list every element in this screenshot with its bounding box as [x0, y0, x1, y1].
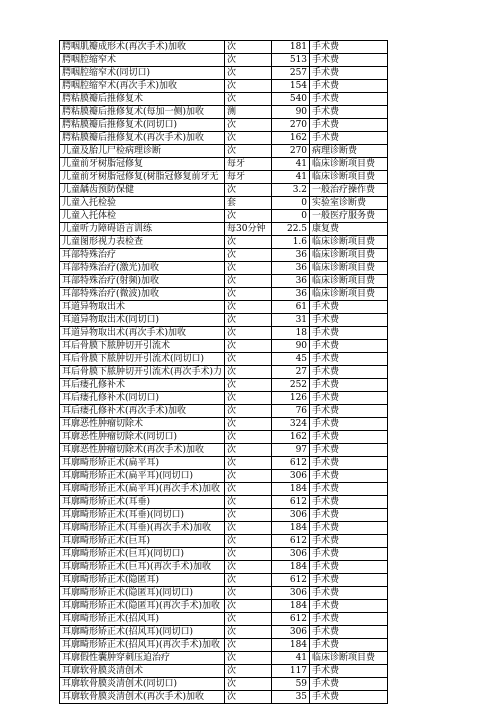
- table-row: [60, 223, 388, 236]
- unit-cell: 次: [225, 626, 272, 639]
- category-cell: 手术费: [310, 132, 388, 145]
- table-row: [60, 275, 388, 288]
- table-row: [60, 67, 388, 80]
- category-cell: 手术费: [310, 444, 388, 457]
- table-row: [60, 613, 388, 626]
- category-cell: 手术费: [310, 93, 388, 106]
- unit-cell: 次: [225, 249, 272, 262]
- item-name-cell: 耳道异物取出术: [60, 301, 225, 314]
- item-name-cell: 腭粘膜瓣后推修复术: [60, 93, 225, 106]
- price-cell: 162: [272, 132, 310, 145]
- category-cell: 手术费: [310, 41, 388, 54]
- item-name-cell: 耳部特殊治疗(激光)加收: [60, 262, 225, 275]
- price-cell: 184: [272, 639, 310, 652]
- unit-cell: 次: [225, 340, 272, 353]
- unit-cell: 次: [225, 483, 272, 496]
- price-cell: 184: [272, 522, 310, 535]
- unit-cell: 次: [225, 41, 272, 54]
- category-cell: 手术费: [310, 418, 388, 431]
- table-row: [60, 301, 388, 314]
- table-row: [60, 691, 388, 704]
- unit-cell: 次: [225, 678, 272, 691]
- price-cell: 36: [272, 249, 310, 262]
- table-row: [60, 171, 388, 184]
- table-row: [60, 639, 388, 652]
- table-row: [60, 340, 388, 353]
- item-name-cell: 耳廓恶性肿瘤切除术: [60, 418, 225, 431]
- item-name-cell: 耳后瘘孔修补术(再次手术)加收: [60, 405, 225, 418]
- unit-cell: 次: [225, 535, 272, 548]
- price-cell: 90: [272, 106, 310, 119]
- category-cell: 手术费: [310, 496, 388, 509]
- price-cell: 306: [272, 626, 310, 639]
- item-name-cell: 耳廓畸形矫正术(耳垂)(再次手术)加收: [60, 522, 225, 535]
- item-name-cell: 耳部特殊治疗: [60, 249, 225, 262]
- price-cell: 257: [272, 67, 310, 80]
- category-cell: 手术费: [310, 392, 388, 405]
- price-cell: 612: [272, 613, 310, 626]
- category-cell: 康复费: [310, 223, 388, 236]
- price-cell: 90: [272, 340, 310, 353]
- table-row: [60, 535, 388, 548]
- item-name-cell: 耳廓畸形矫正术(隐匿耳)(同切口): [60, 587, 225, 600]
- table-row: [60, 626, 388, 639]
- category-cell: 手术费: [310, 54, 388, 67]
- unit-cell: 每牙: [225, 171, 272, 184]
- price-cell: 41: [272, 652, 310, 665]
- category-cell: 手术费: [310, 301, 388, 314]
- category-cell: 实验室诊断费: [310, 197, 388, 210]
- unit-cell: 次: [225, 262, 272, 275]
- unit-cell: 测: [225, 106, 272, 119]
- price-cell: 45: [272, 353, 310, 366]
- unit-cell: 次: [225, 54, 272, 67]
- item-name-cell: 耳廓软骨膜炎清创术(同切口): [60, 678, 225, 691]
- price-cell: 612: [272, 496, 310, 509]
- table-row: [60, 80, 388, 93]
- category-cell: 手术费: [310, 379, 388, 392]
- unit-cell: 次: [225, 457, 272, 470]
- unit-cell: 次: [225, 288, 272, 301]
- table-row: [60, 54, 388, 67]
- table-row: [60, 665, 388, 678]
- item-name-cell: 儿童听力障碍语言训练: [60, 223, 225, 236]
- price-cell: 162: [272, 431, 310, 444]
- price-cell: 59: [272, 678, 310, 691]
- category-cell: 手术费: [310, 639, 388, 652]
- price-cell: 184: [272, 561, 310, 574]
- category-cell: 手术费: [310, 626, 388, 639]
- unit-cell: 次: [225, 561, 272, 574]
- unit-cell: 次: [225, 275, 272, 288]
- unit-cell: 次: [225, 392, 272, 405]
- item-name-cell: 耳廓假性囊肿穿刺压迫治疗: [60, 652, 225, 665]
- item-name-cell: 耳廓软骨膜炎清创术: [60, 665, 225, 678]
- category-cell: 手术费: [310, 587, 388, 600]
- price-cell: 0: [272, 197, 310, 210]
- price-cell: 1.6: [272, 236, 310, 249]
- price-cell: 306: [272, 509, 310, 522]
- table-row: [60, 392, 388, 405]
- item-name-cell: 耳后骨膜下脓肿切开引流术(再次手术)力: [60, 366, 225, 379]
- unit-cell: 次: [225, 665, 272, 678]
- item-name-cell: 耳廓畸形矫正术(耳垂): [60, 496, 225, 509]
- unit-cell: 次: [225, 236, 272, 249]
- item-name-cell: 耳廓畸形矫正术(扁平耳): [60, 457, 225, 470]
- unit-cell: 次: [225, 431, 272, 444]
- unit-cell: 次: [225, 548, 272, 561]
- table-row: [60, 522, 388, 535]
- table-row: [60, 145, 388, 158]
- price-cell: 76: [272, 405, 310, 418]
- price-cell: 36: [272, 275, 310, 288]
- item-name-cell: 耳廓畸形矫正术(招风耳): [60, 613, 225, 626]
- category-cell: 临床诊断项目费: [310, 652, 388, 665]
- category-cell: 手术费: [310, 67, 388, 80]
- price-cell: 117: [272, 665, 310, 678]
- item-name-cell: 儿童龋齿预防保健: [60, 184, 225, 197]
- item-name-cell: 耳后骨膜下脓肿切开引流术(同切口): [60, 353, 225, 366]
- category-cell: 手术费: [310, 535, 388, 548]
- item-name-cell: 耳后瘘孔修补术(同切口): [60, 392, 225, 405]
- category-cell: 手术费: [310, 548, 388, 561]
- table-row: [60, 457, 388, 470]
- unit-cell: 次: [225, 509, 272, 522]
- category-cell: 手术费: [310, 405, 388, 418]
- table-row: [60, 41, 388, 54]
- item-name-cell: 耳廓软骨膜炎清创术(再次手术)加收: [60, 691, 225, 704]
- price-cell: 184: [272, 483, 310, 496]
- table-row: [60, 262, 388, 275]
- price-cell: 306: [272, 587, 310, 600]
- item-name-cell: 腭粘膜瓣后推修复术(同切口): [60, 119, 225, 132]
- category-cell: 一般医疗服务费: [310, 210, 388, 223]
- item-name-cell: 儿童入托检验: [60, 197, 225, 210]
- unit-cell: 次: [225, 80, 272, 93]
- category-cell: 手术费: [310, 600, 388, 613]
- item-name-cell: 耳廓恶性肿瘤切除术(同切口): [60, 431, 225, 444]
- unit-cell: 每牙: [225, 158, 272, 171]
- category-cell: 手术费: [310, 457, 388, 470]
- item-name-cell: 儿童入托体检: [60, 210, 225, 223]
- price-cell: 61: [272, 301, 310, 314]
- unit-cell: 次: [225, 353, 272, 366]
- item-name-cell: 耳廓畸形矫正术(巨耳)(同切口): [60, 548, 225, 561]
- item-name-cell: 腭咽腔缩窄术: [60, 54, 225, 67]
- unit-cell: 次: [225, 691, 272, 704]
- unit-cell: 次: [225, 470, 272, 483]
- price-cell: 36: [272, 262, 310, 275]
- unit-cell: 次: [225, 418, 272, 431]
- table-row: [60, 561, 388, 574]
- category-cell: 临床诊断项目费: [310, 158, 388, 171]
- unit-cell: 次: [225, 613, 272, 626]
- item-name-cell: 耳后瘘孔修补术: [60, 379, 225, 392]
- category-cell: 临床诊断项目费: [310, 171, 388, 184]
- item-name-cell: 耳廓畸形矫正术(招风耳)(同切口): [60, 626, 225, 639]
- unit-cell: 次: [225, 132, 272, 145]
- item-name-cell: 腭咽腔缩窄术(同切口): [60, 67, 225, 80]
- category-cell: 手术费: [310, 80, 388, 93]
- price-cell: 181: [272, 41, 310, 54]
- item-name-cell: 耳道异物取出术(再次手术)加收: [60, 327, 225, 340]
- table-row: [60, 197, 388, 210]
- price-cell: 324: [272, 418, 310, 431]
- unit-cell: 次: [225, 145, 272, 158]
- unit-cell: 次: [225, 600, 272, 613]
- table-row: [60, 405, 388, 418]
- price-cell: 612: [272, 535, 310, 548]
- fee-table: [59, 40, 388, 704]
- unit-cell: 次: [225, 522, 272, 535]
- category-cell: 临床诊断项目费: [310, 236, 388, 249]
- table-row: [60, 132, 388, 145]
- table-row: [60, 184, 388, 197]
- price-cell: 513: [272, 54, 310, 67]
- unit-cell: 次: [225, 210, 272, 223]
- table-row: [60, 470, 388, 483]
- unit-cell: 次: [225, 444, 272, 457]
- category-cell: 手术费: [310, 509, 388, 522]
- table-row: [60, 379, 388, 392]
- unit-cell: 次: [225, 652, 272, 665]
- item-name-cell: 腭粘膜瓣后推修复术(再次手术)加收: [60, 132, 225, 145]
- category-cell: 手术费: [310, 665, 388, 678]
- item-name-cell: 儿童前牙树脂冠修复(树脂冠修复前牙无: [60, 171, 225, 184]
- table-row: [60, 652, 388, 665]
- unit-cell: 次: [225, 366, 272, 379]
- price-cell: 3.2: [272, 184, 310, 197]
- item-name-cell: 耳廓畸形矫正术(隐匿耳)(再次手术)加收: [60, 600, 225, 613]
- price-cell: 612: [272, 457, 310, 470]
- price-cell: 184: [272, 600, 310, 613]
- table-row: [60, 288, 388, 301]
- item-name-cell: 儿童及胎儿尸检病理诊断: [60, 145, 225, 158]
- category-cell: 手术费: [310, 561, 388, 574]
- table-row: [60, 210, 388, 223]
- table-row: [60, 353, 388, 366]
- category-cell: 手术费: [310, 470, 388, 483]
- item-name-cell: 腭咽肌瓣成形术(再次手术)加收: [60, 41, 225, 54]
- unit-cell: 次: [225, 301, 272, 314]
- table-row: [60, 119, 388, 132]
- table-row: [60, 496, 388, 509]
- price-cell: 41: [272, 158, 310, 171]
- item-name-cell: 耳廓恶性肿瘤切除术(再次手术)加收: [60, 444, 225, 457]
- price-cell: 97: [272, 444, 310, 457]
- price-cell: 36: [272, 288, 310, 301]
- item-name-cell: 耳廓畸形矫正术(扁平耳)(同切口): [60, 470, 225, 483]
- price-cell: 41: [272, 171, 310, 184]
- item-name-cell: 耳廓畸形矫正术(耳垂)(同切口): [60, 509, 225, 522]
- table-row: [60, 548, 388, 561]
- price-cell: 252: [272, 379, 310, 392]
- unit-cell: 次: [225, 587, 272, 600]
- price-cell: 270: [272, 119, 310, 132]
- table-row: [60, 431, 388, 444]
- item-name-cell: 儿童前牙树脂冠修复: [60, 158, 225, 171]
- category-cell: 手术费: [310, 522, 388, 535]
- category-cell: 手术费: [310, 431, 388, 444]
- table-row: [60, 587, 388, 600]
- table-row: [60, 444, 388, 457]
- unit-cell: 次: [225, 639, 272, 652]
- category-cell: 手术费: [310, 340, 388, 353]
- table-row: [60, 509, 388, 522]
- unit-cell: 次: [225, 93, 272, 106]
- item-name-cell: 腭粘膜瓣后推修复术(每加一侧)加收: [60, 106, 225, 119]
- table-row: [60, 158, 388, 171]
- price-cell: 35: [272, 691, 310, 704]
- table-row: [60, 366, 388, 379]
- table-row: [60, 249, 388, 262]
- price-cell: 0: [272, 210, 310, 223]
- table-row: [60, 314, 388, 327]
- category-cell: 临床诊断项目费: [310, 288, 388, 301]
- category-cell: 手术费: [310, 678, 388, 691]
- category-cell: 手术费: [310, 574, 388, 587]
- price-cell: 126: [272, 392, 310, 405]
- price-cell: 22.5: [272, 223, 310, 236]
- table-row: [60, 600, 388, 613]
- unit-cell: 次: [225, 574, 272, 587]
- unit-cell: 次: [225, 67, 272, 80]
- table-row: [60, 418, 388, 431]
- table-row: [60, 483, 388, 496]
- category-cell: 手术费: [310, 314, 388, 327]
- category-cell: 临床诊断项目费: [310, 249, 388, 262]
- unit-cell: 次: [225, 379, 272, 392]
- table-row: [60, 106, 388, 119]
- unit-cell: 次: [225, 496, 272, 509]
- price-cell: 612: [272, 574, 310, 587]
- table-row: [60, 93, 388, 106]
- item-name-cell: 腭咽腔缩窄术(再次手术)加收: [60, 80, 225, 93]
- table-row: [60, 678, 388, 691]
- unit-cell: 套: [225, 197, 272, 210]
- category-cell: 手术费: [310, 119, 388, 132]
- unit-cell: 次: [225, 327, 272, 340]
- table-row: [60, 574, 388, 587]
- category-cell: 一般治疗操作费: [310, 184, 388, 197]
- unit-cell: 次: [225, 184, 272, 197]
- price-cell: 18: [272, 327, 310, 340]
- category-cell: 手术费: [310, 353, 388, 366]
- price-cell: 154: [272, 80, 310, 93]
- price-cell: 306: [272, 548, 310, 561]
- category-cell: 临床诊断项目费: [310, 262, 388, 275]
- item-name-cell: 耳部特殊治疗(微波)加收: [60, 288, 225, 301]
- item-name-cell: 耳廓畸形矫正术(扁平耳)(再次手术)加收: [60, 483, 225, 496]
- category-cell: 手术费: [310, 691, 388, 704]
- item-name-cell: 耳后骨膜下脓肿切开引流术: [60, 340, 225, 353]
- category-cell: 手术费: [310, 613, 388, 626]
- table-row: [60, 236, 388, 249]
- category-cell: 临床诊断项目费: [310, 275, 388, 288]
- unit-cell: 次: [225, 314, 272, 327]
- category-cell: 手术费: [310, 106, 388, 119]
- category-cell: 病理诊断费: [310, 145, 388, 158]
- category-cell: 手术费: [310, 327, 388, 340]
- item-name-cell: 耳廓畸形矫正术(招风耳)(再次手术)加收: [60, 639, 225, 652]
- unit-cell: 每30分钟: [225, 223, 272, 236]
- item-name-cell: 耳廓畸形矫正术(隐匿耳): [60, 574, 225, 587]
- unit-cell: 次: [225, 405, 272, 418]
- price-cell: 540: [272, 93, 310, 106]
- item-name-cell: 耳道异物取出术(同切口): [60, 314, 225, 327]
- table-row: [60, 327, 388, 340]
- price-cell: 306: [272, 470, 310, 483]
- category-cell: 手术费: [310, 366, 388, 379]
- item-name-cell: 耳部特殊治疗(射频)加收: [60, 275, 225, 288]
- fee-table-body: [60, 41, 388, 704]
- unit-cell: 次: [225, 119, 272, 132]
- item-name-cell: 儿童图形视力表检查: [60, 236, 225, 249]
- price-cell: 31: [272, 314, 310, 327]
- price-cell: 270: [272, 145, 310, 158]
- item-name-cell: 耳廓畸形矫正术(巨耳)(再次手术)加收: [60, 561, 225, 574]
- item-name-cell: 耳廓畸形矫正术(巨耳): [60, 535, 225, 548]
- category-cell: 手术费: [310, 483, 388, 496]
- price-cell: 27: [272, 366, 310, 379]
